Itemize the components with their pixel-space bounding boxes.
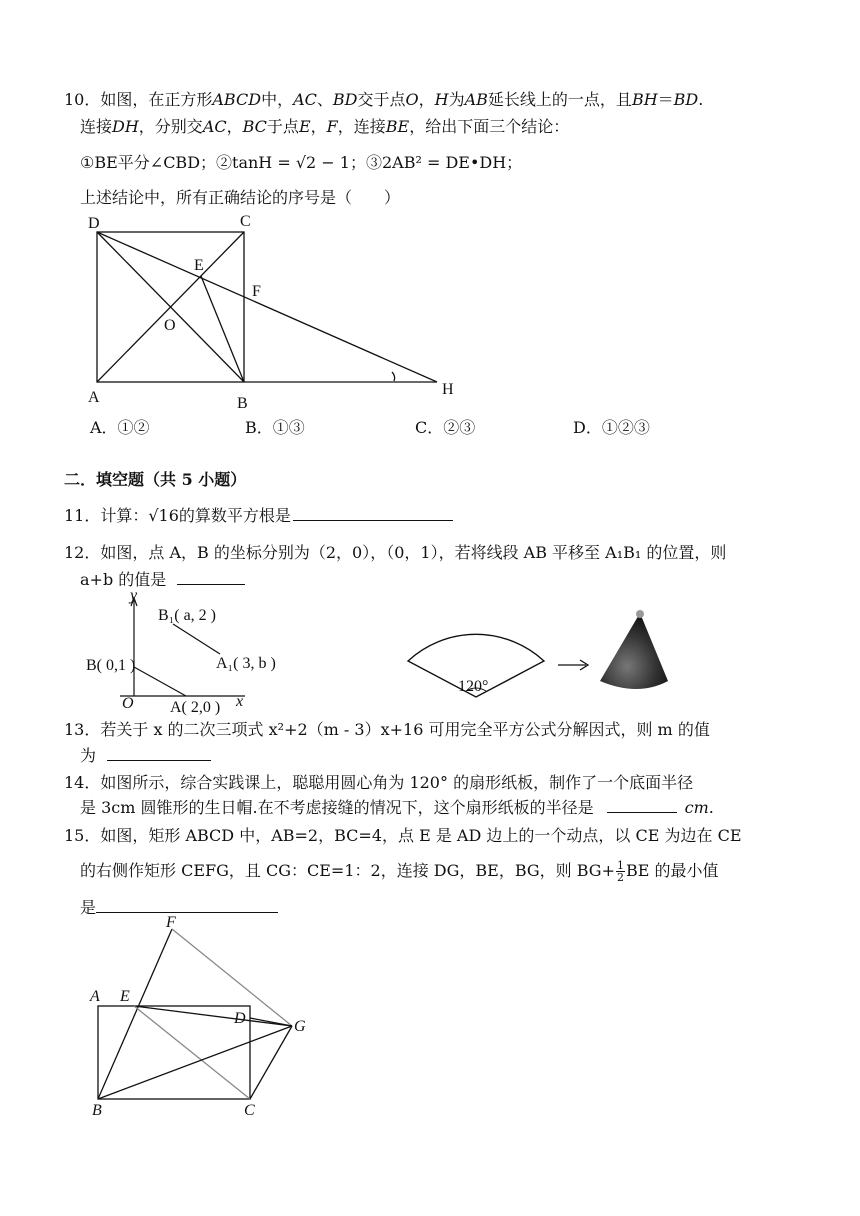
line-cg xyxy=(250,1026,292,1099)
q10-text: 为 xyxy=(448,90,465,109)
q14-line1: 14．如图所示，综合实践课上，聪聪用圆心角为 120° 的扇形纸板，制作了一个底面半径 xyxy=(64,773,694,792)
q10-var: DH xyxy=(112,117,139,136)
line-be xyxy=(201,276,244,382)
q10-var: AC xyxy=(202,117,227,136)
label-b: B( 0,1 ) xyxy=(86,657,136,674)
label-H: H xyxy=(442,381,454,398)
label-y: y xyxy=(130,588,138,604)
q10-var: ABCD xyxy=(212,90,262,109)
q14-line2 xyxy=(80,798,714,818)
label-C: C xyxy=(244,1102,255,1119)
line-bf xyxy=(98,929,172,1099)
q13-answer-blank[interactable] xyxy=(107,746,211,761)
label-O: O xyxy=(164,317,176,334)
q10-var: E xyxy=(298,117,311,136)
q15-line2 xyxy=(80,860,719,883)
q10-text: 交于点 xyxy=(357,90,406,109)
q10-var: BC xyxy=(242,117,267,136)
label-b1: B₁( a, 2 ) xyxy=(158,607,217,624)
q10-text: 延长线上的一点，且 xyxy=(487,90,632,109)
label-B: B xyxy=(237,395,248,410)
q10-text: ，连接 xyxy=(337,117,386,136)
q10-var: BD xyxy=(673,90,699,109)
q15-text: 是 xyxy=(80,898,97,917)
q13-line1: 13．若关于 x 的二次三项式 x²+2（m - 3）x+16 可用完全平方公式分解因式，则 m 的值 xyxy=(64,720,710,739)
line-fg xyxy=(172,929,292,1026)
q10-text: ，给出下面三个结论： xyxy=(409,117,570,136)
segment-ab xyxy=(134,667,186,696)
q11-answer-blank[interactable] xyxy=(293,506,453,521)
q10-var: AB xyxy=(464,90,488,109)
q12-text: a+b 的值是 xyxy=(80,570,167,589)
label-F: F xyxy=(166,915,176,931)
q10-text: ＝ xyxy=(657,90,674,109)
sector-cone-figure xyxy=(400,605,670,705)
fraction-numerator: 1 xyxy=(617,859,624,872)
q15-figure xyxy=(80,915,320,1120)
q10-var: F xyxy=(326,117,338,136)
q10-var: BD xyxy=(332,90,358,109)
q10-line1 xyxy=(64,90,703,110)
q12-answer-blank[interactable] xyxy=(177,570,245,585)
q10-question: 上述结论中，所有正确结论的序号是（ ） xyxy=(80,188,401,207)
q12-figure xyxy=(80,588,280,718)
q10-var: BH xyxy=(631,90,658,109)
q10-text: 、 xyxy=(316,90,333,109)
q10-var: O xyxy=(405,90,419,109)
q10-option-b[interactable]: B．①③ xyxy=(245,418,305,437)
section-title: 二．填空题（共 5 小题） xyxy=(64,470,247,489)
segment-a1b1 xyxy=(173,624,220,654)
label-A: A xyxy=(88,389,100,406)
q10-var: BE xyxy=(385,117,410,136)
label-G: G xyxy=(294,1018,306,1035)
q11-line xyxy=(64,506,453,526)
q14-text: 是 3cm 圆锥形的生日帽.在不考虑接缝的情况下，这个扇形纸板的半径是 xyxy=(80,798,594,817)
q10-option-d[interactable]: D．①②③ xyxy=(573,418,650,437)
label-E: E xyxy=(194,257,204,274)
q10-text: ， xyxy=(226,117,243,136)
line-bg xyxy=(98,1026,292,1099)
q12-line1: 12．如图，点 A，B 的坐标分别为（2，0），（0，1），若将线段 AB 平移至 A₁B₁ 的位置，则 xyxy=(64,543,727,562)
label-E: E xyxy=(120,988,130,1005)
q13-text: 为 xyxy=(80,746,97,765)
label-D: D xyxy=(234,1010,246,1027)
q13-line2 xyxy=(80,746,211,766)
q12-line2 xyxy=(80,570,245,590)
q11-text: 11．计算：√16的算数平方根是 xyxy=(64,506,291,525)
label-B: B xyxy=(92,1102,102,1119)
cone-shape xyxy=(600,613,668,689)
label-C: C xyxy=(240,213,251,230)
label-F: F xyxy=(252,283,261,300)
q10-text: ，分别交 xyxy=(138,117,203,136)
q10-figure xyxy=(80,210,470,410)
line-ec xyxy=(134,1006,250,1099)
q15-text: 的右侧作矩形 CEFG，且 CG：CE=1：2，连接 DG，BE，BG，则 BG+ xyxy=(80,861,615,880)
q10-text: 中， xyxy=(261,90,294,109)
q10-text: 连接 xyxy=(80,117,113,136)
q10-line2 xyxy=(80,117,569,137)
q10-var: AC xyxy=(293,90,317,109)
q15-answer-blank[interactable] xyxy=(96,898,278,913)
q14-unit: cm. xyxy=(684,798,714,817)
label-origin: O xyxy=(122,695,134,712)
label-a1: A₁( 3, b ) xyxy=(216,655,276,672)
sector-angle-label: 120° xyxy=(458,678,489,695)
angle-mark-h xyxy=(392,372,395,381)
q10-var: H xyxy=(434,90,449,109)
q10-option-a[interactable]: A．①② xyxy=(90,418,150,437)
q10-option-c[interactable]: C．②③ xyxy=(415,418,476,437)
line-eg xyxy=(134,1006,292,1026)
q15-fraction xyxy=(616,860,625,883)
q15-line1: 15．如图，矩形 ABCD 中，AB=2，BC=4，点 E 是 AD 边上的一个动点，以 CE 为边在 CE xyxy=(64,826,742,845)
cone-tip xyxy=(636,610,644,618)
label-D: D xyxy=(88,215,100,232)
q10-text: ， xyxy=(418,90,435,109)
rectangle-abcd xyxy=(98,1006,250,1099)
q10-text: 于点 xyxy=(266,117,299,136)
q15-text: BE 的最小值 xyxy=(626,861,719,880)
label-A: A xyxy=(90,988,100,1005)
fraction-denominator: 2 xyxy=(617,871,624,884)
q10-conclusions: ①BE平分∠CBD；②tanH = √2 − 1；③2AB² = DE•DH； xyxy=(80,153,523,172)
q14-answer-blank[interactable] xyxy=(607,798,677,813)
label-x: x xyxy=(236,693,244,710)
q10-text: ， xyxy=(310,117,327,136)
q10-text: . xyxy=(698,90,704,109)
q10-text: 10．如图，在正方形 xyxy=(64,90,213,109)
label-a: A( 2,0 ) xyxy=(170,699,221,716)
line-dh xyxy=(97,232,437,382)
